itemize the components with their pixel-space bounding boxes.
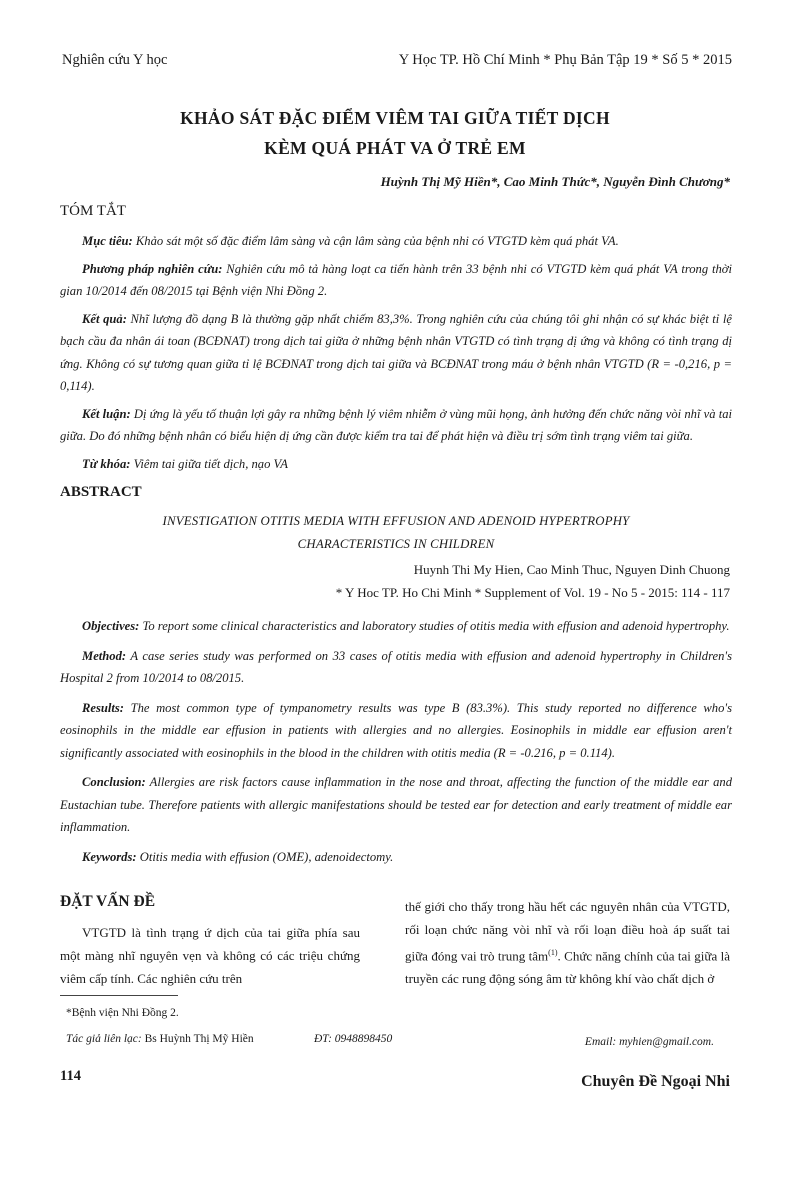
objective-label: Mục tiêu: [82, 234, 133, 248]
summary-heading: TÓM TẮT [60, 203, 126, 219]
results-text: Nhĩ lượng đồ dạng B là thường gặp nhất chiếm 83,3%. Trong nghiên cứu của chúng tôi ghi nhận có sự khác biệt tỉ lệ bạch cầu đa nhân ái toan (BCĐNAT) trong dịch tai giữa ở những bệnh nhân VTGTD có tình trạng dị ứng và không có tình trạng dị ứng. Không có sự tương quan giữa tỉ lệ BCĐNAT trong dịch tai giữa và BCĐNAT trong máu ở bệnh nhân VTGTD (R = -0,216, p = 0,114). [60, 311, 733, 393]
english-title-line-2: CHARACTERISTICS IN CHILDREN [297, 537, 495, 551]
contact-label: Tác giả liên lạc: [66, 1033, 142, 1045]
results-en-label: Results: [82, 700, 124, 715]
conclusion-en-label: Conclusion: [82, 775, 146, 789]
abstract-heading: ABSTRACT [60, 484, 142, 500]
method-paragraph [60, 258, 732, 303]
keywords-en-paragraph [60, 846, 732, 869]
conclusion-label: Kết luận: [82, 406, 131, 421]
footnote-contact [66, 1033, 254, 1045]
footnote-phone: ĐT: 0948898450 [314, 1033, 393, 1045]
introduction-heading: ĐẶT VẤN ĐỀ [60, 893, 156, 910]
citation-line: * Y Hoc TP. Ho Chi Minh * Supplement of Vol. 19 - No 5 - 2015: 114 - 117 [335, 585, 730, 600]
objective-text: Khảo sát một số đặc điểm lâm sàng và cận lâm sàng của bệnh nhi có VTGTD kèm quá phát VA. [132, 234, 619, 248]
conclusion-en-text: Allergies are risk factors cause inflammation in the nose and throat, affecting the function of the middle ear and Eustachian tube. Therefore patients with allergic manifestations should be tested ear for detection and early treatment of middle ear inflammation. [60, 775, 732, 834]
footnote-affiliation: *Bệnh viện Nhi Đồng 2. [66, 1007, 179, 1019]
article-title-line-1: KHẢO SÁT ĐẶC ĐIỂM VIÊM TAI GIỮA TIẾT DỊCH [180, 108, 610, 128]
introduction-left-column [60, 922, 360, 990]
keywords-en-label: Keywords: [82, 849, 137, 864]
introduction-left-text: VTGTD là tình trạng ứ dịch của tai giữa phía sau một màng nhĩ nguyên vẹn và không có các triệu chứng viêm cấp tính. Các nghiên cứu trên [60, 925, 360, 986]
keywords-paragraph [60, 453, 732, 476]
objective-paragraph [60, 230, 732, 253]
keywords-en-text: Otitis media with effusion (OME), adenoidectomy. [136, 849, 394, 864]
contact-name: Bs Huỳnh Thị Mỹ Hiền [141, 1033, 254, 1045]
running-footer-right: Chuyên Đề Ngoại Nhi [581, 1073, 730, 1090]
english-authors: Huynh Thi My Hien, Cao Minh Thuc, Nguyen Dinh Chuong [413, 562, 730, 577]
conclusion-text: Dị ứng là yếu tố thuận lợi gây ra những bệnh lý viêm nhiễm ở vùng mũi họng, ảnh hưởng đến chức năng vòi nhĩ và tai giữa. Do đó những bệnh nhân có biểu hiện dị ứng cần được kiểm tra tai để phát hiện và điều trị sớm tình trạng viêm tai giữa. [60, 406, 732, 443]
summary-paragraphs [60, 230, 732, 475]
results-paragraph [60, 308, 732, 398]
keywords-label: Từ khóa: [82, 456, 131, 471]
page-number: 114 [60, 1068, 81, 1084]
footnote-rule [60, 995, 178, 996]
conclusion-paragraph [60, 403, 732, 448]
method-label: Phương pháp nghiên cứu: [82, 261, 223, 276]
english-title-line-1: INVESTIGATION OTITIS MEDIA WITH EFFUSION AND ADENOID HYPERTROPHY [162, 514, 630, 528]
keywords-text: Viêm tai giữa tiết dịch, nạo VA [130, 456, 288, 471]
results-label: Kết quả: [82, 311, 127, 326]
objectives-label: Objectives: [82, 619, 140, 633]
running-header-right: Y Học TP. Hồ Chí Minh * Phụ Bản Tập 19 * Số 5 * 2015 [398, 52, 732, 68]
method-text: Nghiên cứu mô tả hàng loạt ca tiến hành trên 33 bệnh nhi có VTGTD kèm quá phát VA trong thời gian 10/2014 đến 08/2015 tại Bệnh viện Nhi Đồng 2. [60, 261, 732, 298]
method-en-label: Method: [82, 648, 127, 663]
reference-superscript: (1) [548, 947, 558, 957]
article-title-line-2: KÈM QUÁ PHÁT VA Ở TRẺ EM [264, 138, 526, 158]
results-en-paragraph [60, 697, 732, 765]
running-header-left: Nghiên cứu Y học [62, 52, 168, 68]
footnote-email: Email: myhien@gmail.com. [584, 1036, 714, 1048]
method-en-text: A case series study was performed on 33 cases of otitis media with effusion and adenoid hypertrophy in Children's Hospital 2 from 10/2014 to 08/2015. [60, 648, 732, 685]
objectives-paragraph [60, 615, 732, 638]
introduction-right-column [405, 896, 730, 991]
author-list: Huỳnh Thị Mỹ Hiền*, Cao Minh Thức*, Nguyễn Đình Chương* [380, 174, 730, 189]
method-en-paragraph [60, 645, 732, 690]
objectives-text: To report some clinical characteristics and laboratory studies of otitis media with effusion and adenoid hypertrophy. [139, 619, 730, 633]
results-en-text: The most common type of tympanometry results was type B (83.3%). This study reported no difference who's eosinophils in the middle ear effusion in patients with allergies and no allergies. Eosinophils in middle ear effusion aren't significantly associated with eosinophils in the blood in the children with otitis media (R = -0.216, p = 0.114). [60, 700, 732, 760]
introduction-right-text-a: thế giới cho thấy trong hầu hết các nguyên nhân của VTGTD, rối loạn chức năng vòi nhĩ và rối loạn điều hoà áp suất tai giữa đóng vai trò trung tâm [405, 899, 730, 963]
conclusion-en-paragraph [60, 771, 732, 839]
introduction-right-text-b: . Chức năng chính của tai giữa là truyền các rung động sóng âm từ không khí vào chất dịch ở [405, 947, 731, 986]
abstract-paragraphs [60, 615, 732, 868]
